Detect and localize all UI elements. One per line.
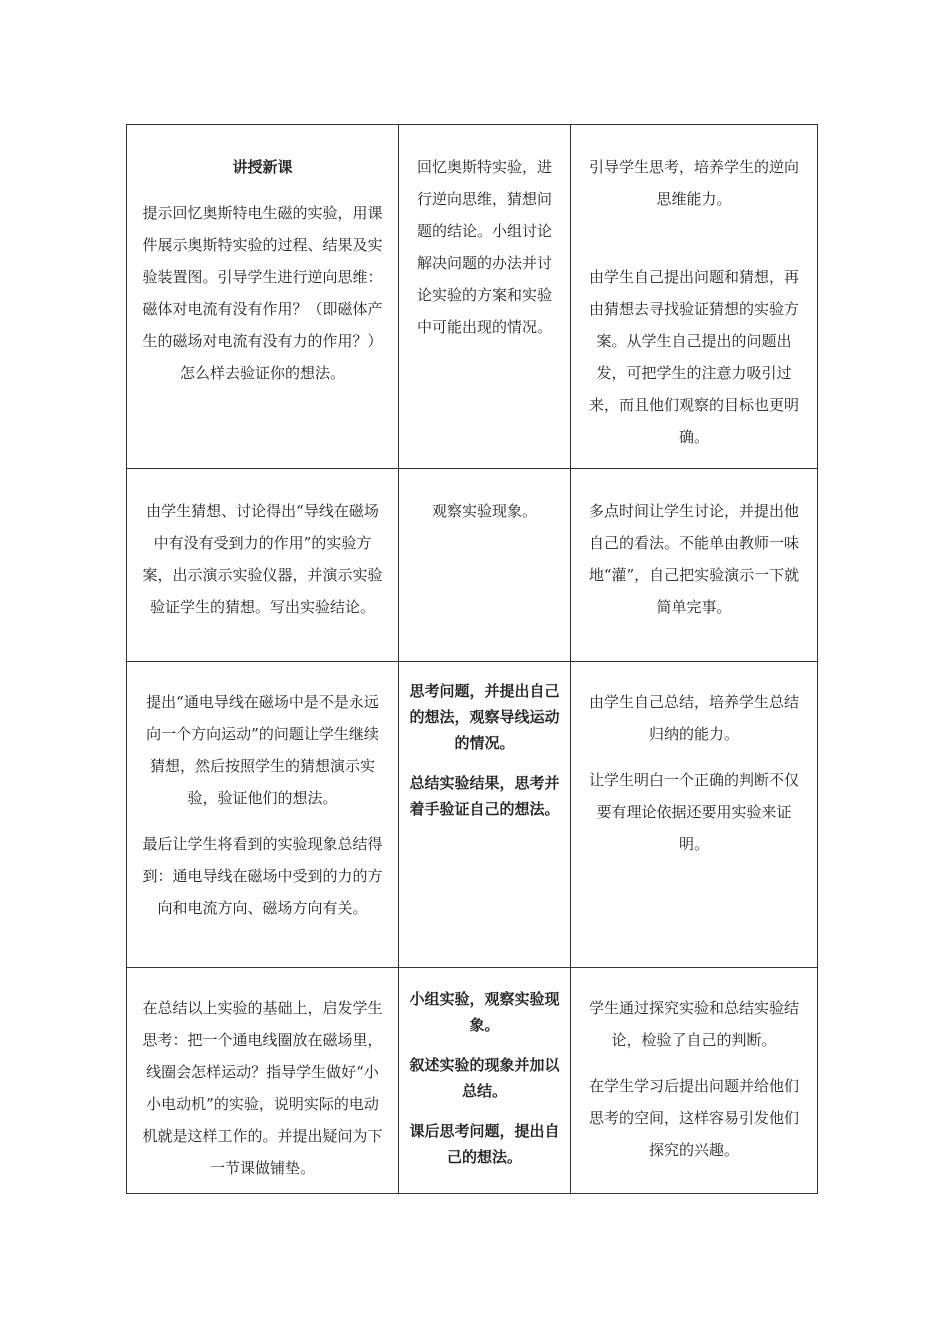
purpose-text: 让学生明白一个正确的判断不仅要有理论依据还要用实验来证明。 — [588, 771, 799, 853]
teacher-activity-text: 由学生猜想、讨论得出“导线在磁场中有没有受到力的作用”的实验方案，出示演示实验仪器，并演示实验验证学生的猜想。写出实验结论。 — [142, 502, 383, 616]
teacher-activity-cell — [127, 469, 399, 662]
student-activity-text: 思考问题，并提出自己的想法，观察导线运动的情况。 — [409, 682, 560, 752]
student-activity-text: 课后思考问题，提出自己的想法。 — [409, 1122, 560, 1166]
teacher-activity-cell — [127, 125, 399, 469]
teacher-activity-cell — [127, 968, 399, 1194]
purpose-text: 在学生学习后提出问题并给他们思考的空间，这样容易引发他们探究的兴趣。 — [588, 1077, 799, 1159]
teacher-activity-text: 最后让学生将看到的实验现象总结得到：通电导线在磁场中受到的力的方向和电流方向、磁场方向有关。 — [142, 835, 383, 917]
table-row — [127, 469, 818, 662]
section-heading: 讲授新课 — [232, 158, 293, 176]
purpose-text: 学生通过探究实验和总结实验结论，检验了自己的判断。 — [588, 999, 799, 1049]
table-row — [127, 968, 818, 1194]
student-activity-text: 叙述实验的现象并加以总结。 — [409, 1056, 560, 1100]
purpose-cell — [571, 469, 818, 662]
student-activity-text: 回忆奥斯特实验，进行逆向思维，猜想问题的结论。小组讨论解决问题的办法并讨论实验的方案和实验中可能出现的情况。 — [416, 158, 552, 336]
student-activity-cell — [399, 125, 571, 469]
teacher-activity-cell — [127, 662, 399, 968]
student-activity-cell — [399, 968, 571, 1194]
student-activity-cell — [399, 662, 571, 968]
student-activity-text: 总结实验结果，思考并着手验证自己的想法。 — [409, 774, 560, 818]
teacher-activity-text: 在总结以上实验的基础上，启发学生思考：把一个通电线圈放在磁场里，线圈会怎样运动？指导学生做好“小小电动机”的实验，说明实际的电动机就是这样工作的。并提出疑问为下一节课做铺垫。 — [142, 999, 383, 1177]
purpose-text: 由学生自己提出问题和猜想，再由猜想去寻找验证猜想的实验方案。从学生自己提出的问题出发，可把学生的注意力吸引过来，而且他们观察的目标也更明确。 — [588, 268, 799, 446]
purpose-cell — [571, 662, 818, 968]
student-activity-text: 小组实验，观察实验现象。 — [409, 990, 560, 1034]
purpose-cell — [571, 125, 818, 469]
purpose-text: 由学生自己总结，培养学生总结归纳的能力。 — [588, 693, 799, 743]
purpose-text: 引导学生思考，培养学生的逆向思维能力。 — [588, 158, 799, 208]
purpose-cell — [571, 968, 818, 1194]
student-activity-text: 观察实验现象。 — [431, 502, 537, 520]
teacher-activity-text: 提出“通电导线在磁场中是不是永远向一个方向运动”的问题让学生继续猜想，然后按照学生的猜想演示实验，验证他们的想法。 — [146, 693, 379, 807]
teacher-activity-text: 提示回忆奥斯特电生磁的实验，用课件展示奥斯特实验的过程、结果及实验装置图。引导学生进行逆向思维：磁体对电流有没有作用？（即磁体产生的磁场对电流有没有力的作用？）怎么样去验证你的想法。 — [142, 204, 383, 382]
lesson-plan-table — [126, 124, 818, 1194]
table-row — [127, 662, 818, 968]
table-row — [127, 125, 818, 469]
student-activity-cell — [399, 469, 571, 662]
purpose-text: 多点时间让学生讨论，并提出他自己的看法。不能单由教师一味地“灌”，自己把实验演示一下就简单完事。 — [588, 502, 800, 616]
